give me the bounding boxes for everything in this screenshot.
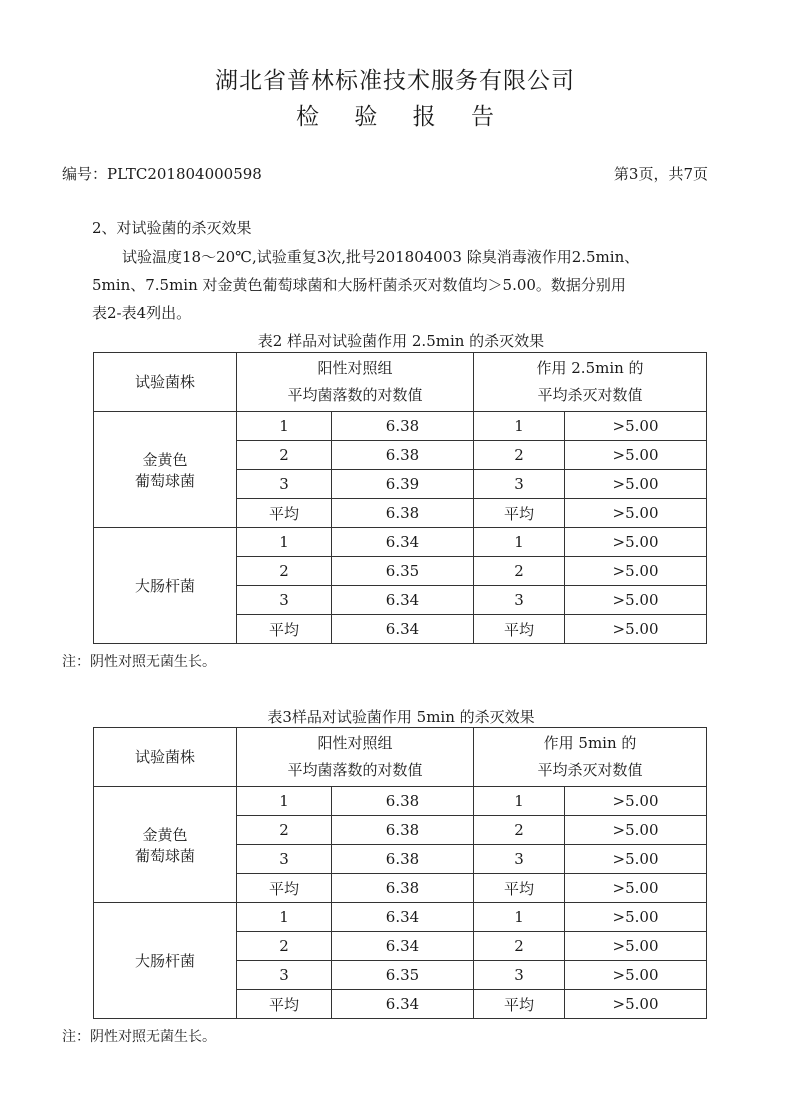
control-label-cell: 平均: [237, 615, 332, 644]
kill-label-cell: 2: [474, 441, 565, 470]
control-label-cell: 2: [237, 557, 332, 586]
table-caption: 表3样品对试验菌作用 5min 的杀灭效果: [267, 708, 535, 726]
header-kill-line: 作用 5min 的: [543, 734, 637, 752]
control-label-cell: 1: [237, 787, 332, 816]
control-label-cell: 3: [237, 586, 332, 615]
strain-name-line: 金黄色: [142, 825, 188, 844]
kill-value-cell: >5.00: [565, 499, 707, 528]
kill-label-cell: 2: [474, 932, 565, 961]
control-label-cell: 2: [237, 441, 332, 470]
control-value-cell: 6.34: [332, 528, 474, 557]
control-value-cell: 6.34: [332, 932, 474, 961]
header-control-line: 阳性对照组: [317, 734, 393, 752]
kill-label-cell: 3: [474, 586, 565, 615]
strain-cell: [94, 903, 237, 1019]
kill-value-cell: >5.00: [565, 961, 707, 990]
control-label-cell: 3: [237, 961, 332, 990]
table-header-row: [94, 728, 707, 787]
header-kill-line: 作用 2.5min 的: [536, 359, 644, 377]
control-value-cell: 6.35: [332, 557, 474, 586]
result-table: [93, 352, 707, 644]
intro-line: 试验温度18～20℃,试验重复3次,批号201804003 除臭消毒液作用2.5min、: [122, 248, 640, 266]
control-value-cell: 6.35: [332, 961, 474, 990]
strain-cell: [94, 787, 237, 903]
control-value-cell: 6.38: [332, 816, 474, 845]
section-title: 2、对试验菌的杀灭效果: [92, 219, 252, 237]
table-row: [94, 787, 707, 816]
kill-value-cell: >5.00: [565, 845, 707, 874]
kill-label-cell: 1: [474, 903, 565, 932]
kill-label-cell: 2: [474, 816, 565, 845]
header-kill-line: 平均杀灭对数值: [537, 761, 643, 779]
strain-name-line: 大肠杆菌: [134, 577, 195, 595]
kill-value-cell: >5.00: [565, 528, 707, 557]
header-control-line: 平均菌落数的对数值: [287, 761, 423, 779]
company-name: 湖北省普林标准技术服务有限公司: [215, 68, 575, 94]
table-row: [94, 412, 707, 441]
strain-name-line: 金黄色: [142, 450, 188, 469]
control-value-cell: 6.38: [332, 787, 474, 816]
control-label-cell: 2: [237, 932, 332, 961]
table-header-row: [94, 353, 707, 412]
kill-value-cell: >5.00: [565, 787, 707, 816]
intro-line: 表2-表4列出。: [92, 304, 192, 322]
control-label-cell: 平均: [237, 499, 332, 528]
control-value-cell: 6.34: [332, 586, 474, 615]
kill-value-cell: >5.00: [565, 816, 707, 845]
kill-label-cell: 平均: [474, 499, 565, 528]
kill-label-cell: 3: [474, 470, 565, 499]
intro-line: 5min、7.5min 对金黄色葡萄球菌和大肠杆菌杀灭对数值均＞5.00。数据分别用: [92, 276, 626, 294]
kill-label-cell: 1: [474, 787, 565, 816]
kill-value-cell: >5.00: [565, 990, 707, 1019]
control-value-cell: 6.38: [332, 845, 474, 874]
kill-label-cell: 1: [474, 412, 565, 441]
kill-value-cell: >5.00: [565, 615, 707, 644]
control-value-cell: 6.39: [332, 470, 474, 499]
header-strain: 试验菌株: [94, 353, 237, 412]
report-number-label: 编号：: [62, 165, 108, 183]
control-value-cell: 6.34: [332, 615, 474, 644]
header-control-line: 平均菌落数的对数值: [287, 386, 423, 404]
control-label-cell: 1: [237, 528, 332, 557]
intro-paragraph: [92, 243, 710, 327]
kill-label-cell: 平均: [474, 615, 565, 644]
control-value-cell: 6.38: [332, 441, 474, 470]
header-kill: [474, 353, 707, 412]
strain-name-line: 葡萄球菌: [134, 846, 195, 865]
kill-value-cell: >5.00: [565, 557, 707, 586]
control-label-cell: 1: [237, 903, 332, 932]
header-control: [237, 353, 474, 412]
strain-name-line: 大肠杆菌: [134, 952, 195, 970]
header-strain: 试验菌株: [94, 728, 237, 787]
control-label-cell: 平均: [237, 990, 332, 1019]
strain-name-line: 葡萄球菌: [134, 471, 195, 490]
control-label-cell: 1: [237, 412, 332, 441]
kill-label-cell: 平均: [474, 990, 565, 1019]
kill-label-cell: 3: [474, 845, 565, 874]
header-control-line: 阳性对照组: [317, 359, 393, 377]
control-value-cell: 6.38: [332, 499, 474, 528]
table-caption: 表2 样品对试验菌作用 2.5min 的杀灭效果: [257, 332, 545, 350]
table-row: [94, 528, 707, 557]
report-title: 检 验 报 告: [296, 104, 508, 130]
control-label-cell: 平均: [237, 874, 332, 903]
strain-cell: [94, 412, 237, 528]
kill-value-cell: >5.00: [565, 412, 707, 441]
kill-label-cell: 3: [474, 961, 565, 990]
kill-label-cell: 平均: [474, 874, 565, 903]
kill-value-cell: >5.00: [565, 903, 707, 932]
control-value-cell: 6.34: [332, 990, 474, 1019]
control-label-cell: 3: [237, 845, 332, 874]
header-kill-line: 平均杀灭对数值: [537, 386, 643, 404]
control-label-cell: 2: [237, 816, 332, 845]
table-note: 注：阴性对照无菌生长。: [62, 654, 216, 670]
header-control: [237, 728, 474, 787]
result-table: [93, 727, 707, 1019]
kill-label-cell: 2: [474, 557, 565, 586]
control-value-cell: 6.38: [332, 412, 474, 441]
kill-value-cell: >5.00: [565, 932, 707, 961]
control-value-cell: 6.34: [332, 903, 474, 932]
report-number: [62, 163, 262, 184]
kill-value-cell: >5.00: [565, 470, 707, 499]
kill-value-cell: >5.00: [565, 874, 707, 903]
kill-label-cell: 1: [474, 528, 565, 557]
table-row: [94, 903, 707, 932]
control-label-cell: 3: [237, 470, 332, 499]
header-kill: [474, 728, 707, 787]
strain-cell: [94, 528, 237, 644]
table-note: 注：阴性对照无菌生长。: [62, 1029, 216, 1045]
control-value-cell: 6.38: [332, 874, 474, 903]
kill-value-cell: >5.00: [565, 586, 707, 615]
kill-value-cell: >5.00: [565, 441, 707, 470]
report-number-value: PLTC201804000598: [107, 165, 262, 183]
page-info: 第3页，共7页: [613, 165, 708, 183]
